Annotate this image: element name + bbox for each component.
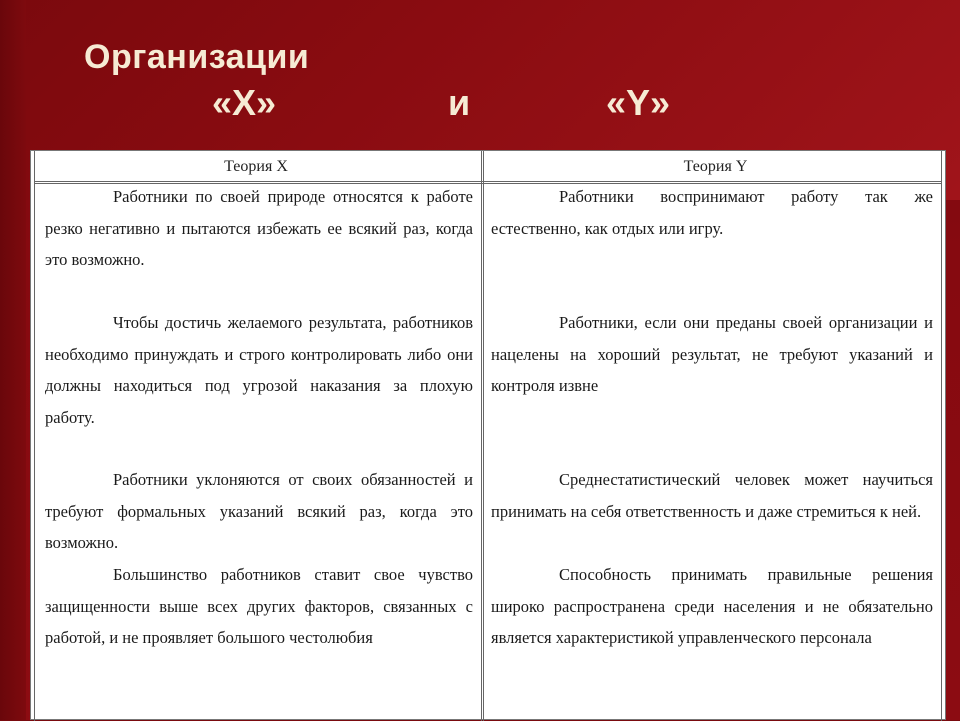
theory-x-item-4: Большинство работников ставит свое чувство защищенности выше всех других факторов, связанных с работой, и не проявляет большого честолюбия [45, 565, 473, 647]
slide-left-band [0, 0, 26, 720]
comparison-table [30, 150, 946, 720]
theory-y-item-1: Работники воспринимают работу так же естественно, как отдых или игру. [491, 187, 933, 238]
header-theory-y: Теория Y [683, 158, 748, 175]
theory-x-item-3: Работники уклоняются от своих обязанностей и требуют формальных указаний всякий раз, когда это возможно. [45, 470, 473, 552]
theory-y-item-2: Работники, если они преданы своей организации и нацелены на хороший результат, не требуют указаний и контроля извне [491, 313, 933, 395]
title-y-label: «Y» [606, 82, 671, 123]
table-border-left [34, 151, 35, 721]
theory-x-item-1: Работники по своей природе относятся к работе резко негативно и пытаются избежать ее всякий раз, когда это возможно. [45, 187, 473, 269]
title-and-label: и [448, 82, 471, 123]
theory-y-item-4: Способность принимать правильные решения широко распространена среди населения и не обязательно является характеристикой управленческого персонала [491, 565, 933, 647]
table-border-right [941, 151, 942, 721]
column-divider [481, 151, 484, 721]
theory-x-item-2: Чтобы достичь желаемого результата, работников необходимо принуждать и строго контролировать либо они должны находиться под угрозой наказания за плохую работу. [45, 313, 473, 427]
slide-title: Организации [84, 38, 310, 76]
header-theory-x: Теория X [224, 158, 288, 175]
theory-y-item-3: Среднестатистический человек может научиться принимать на себя ответственность и даже стремиться к ней. [491, 470, 933, 521]
title-x-label: «X» [212, 82, 277, 123]
